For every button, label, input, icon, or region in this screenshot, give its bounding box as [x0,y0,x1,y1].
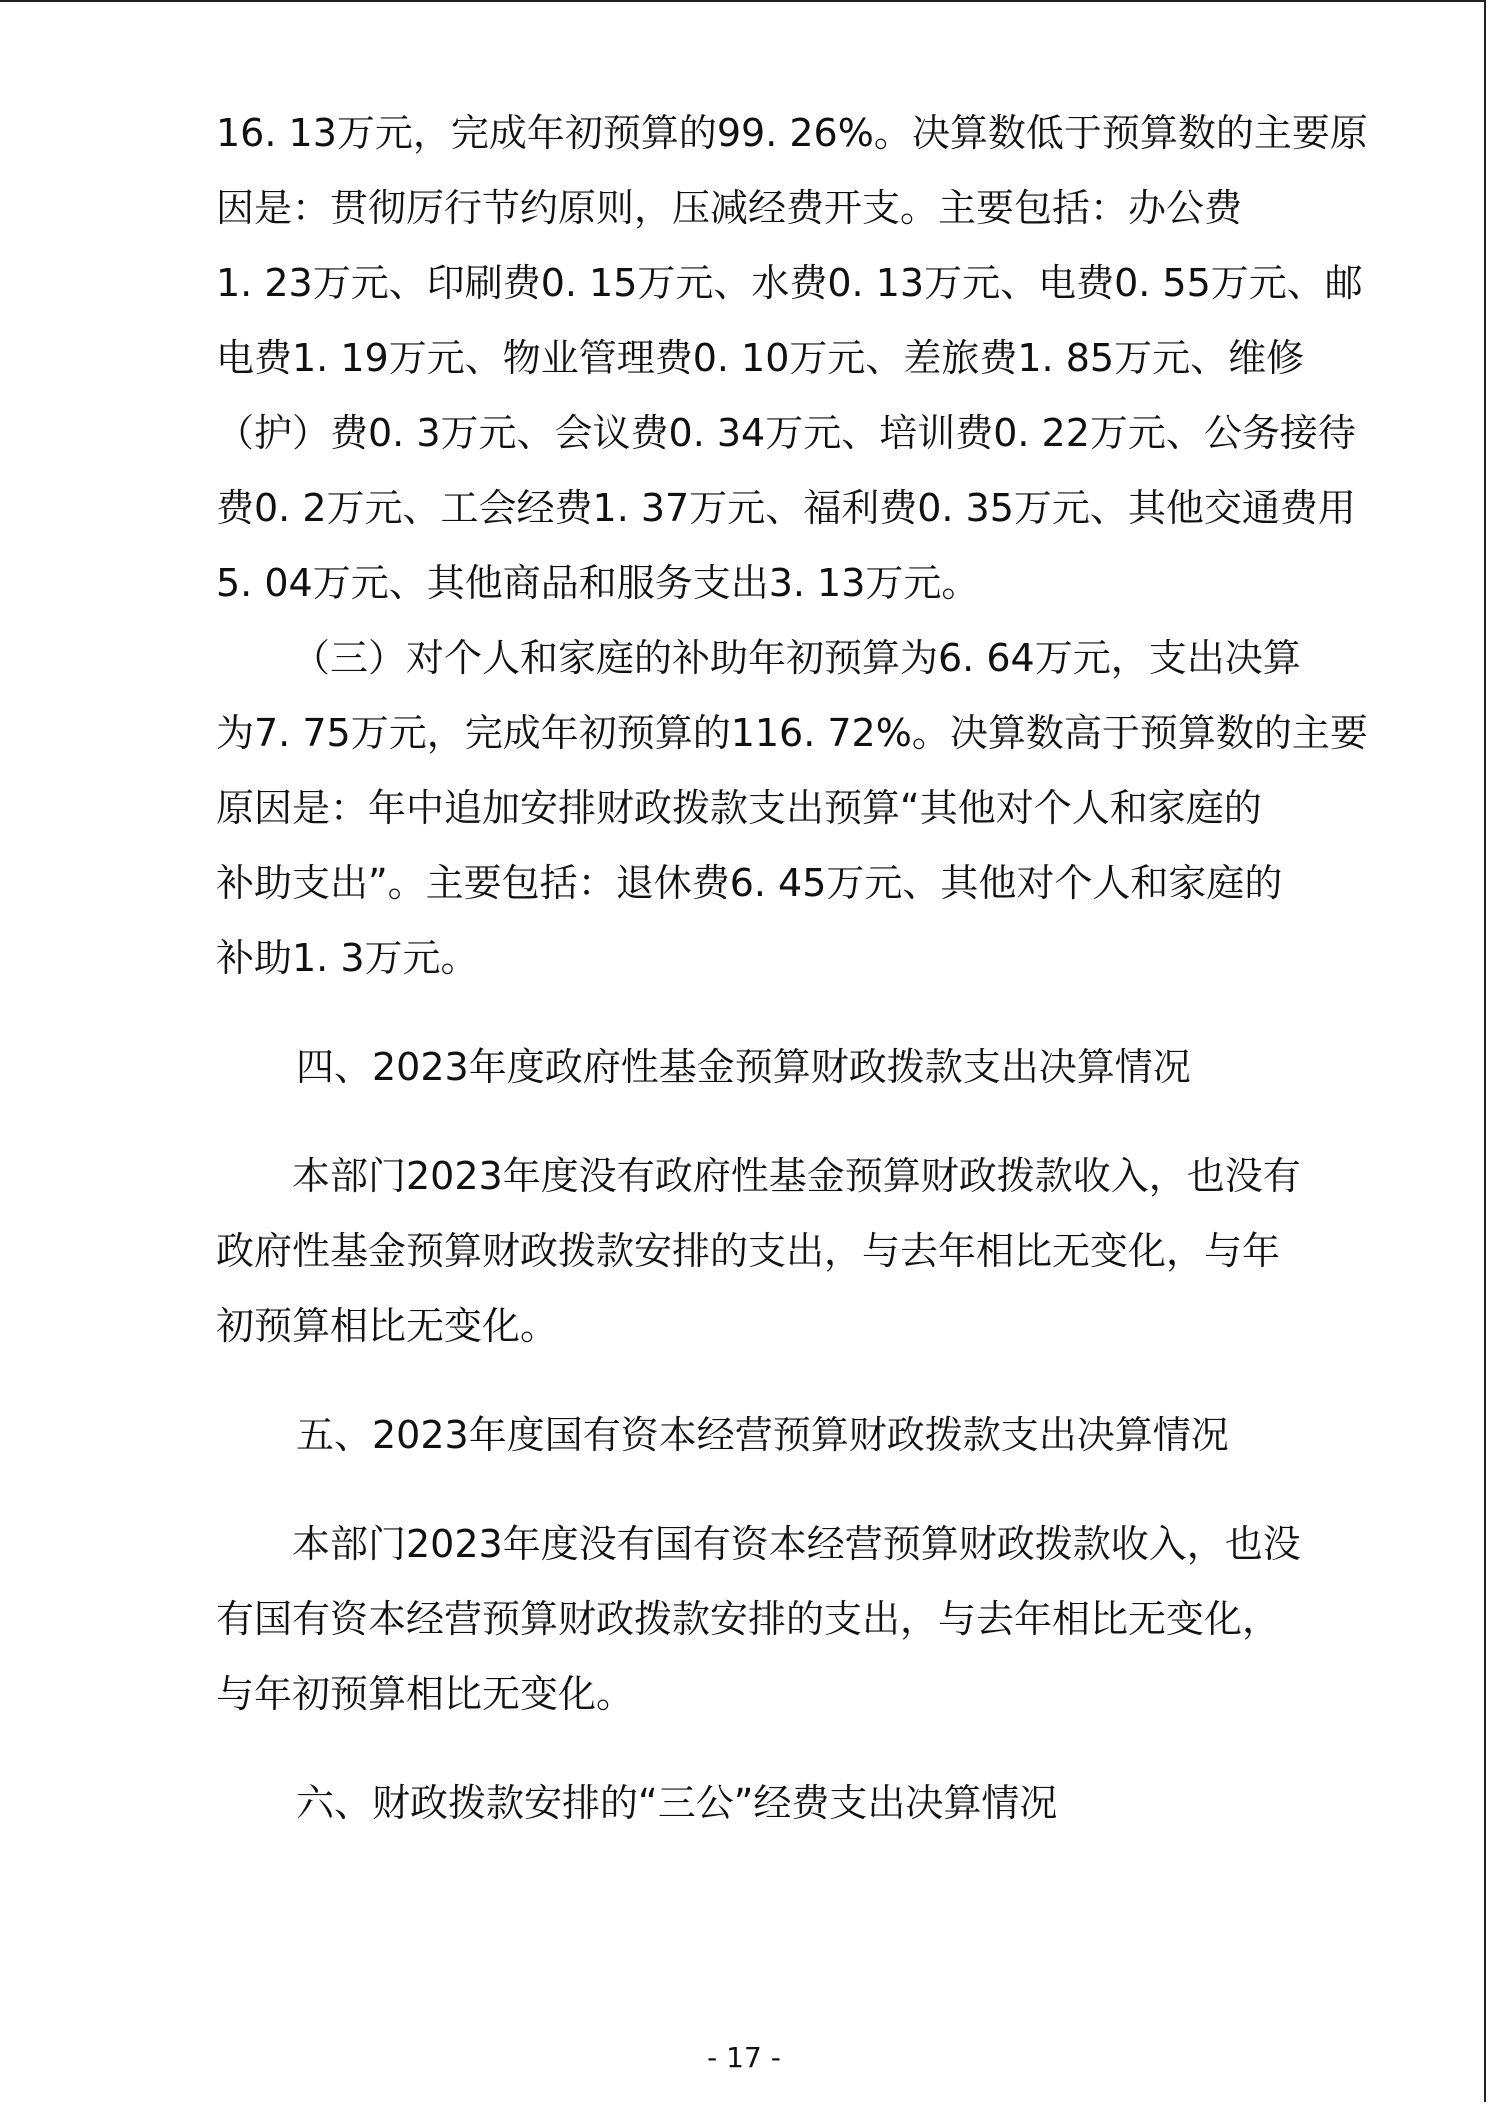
paragraph-state-capital [216,1507,1301,1732]
spacer [216,1732,1292,1766]
spacer [216,1473,1292,1507]
section-heading-4: 四、2023年度政府性基金预算财政拨款支出决算情况 [296,1045,1191,1089]
paragraph-government-fund [216,1139,1301,1364]
section-heading-5: 五、2023年度国有资本经营预算财政拨款支出决算情况 [296,1413,1229,1457]
text-line: 补助1. 3万元。 [216,936,479,980]
page-number: - 17 - [707,2041,781,2074]
text-line: 初预算相比无变化。 [216,1304,559,1348]
section-heading-6: 六、财政拨款安排的“三公”经费支出决算情况 [296,1781,1058,1825]
text-line: 因是：贯彻厉行节约原则，压减经费开支。主要包括：办公费 [216,186,1243,230]
text-line: 本部门2023年度没有国有资本经营预算财政拨款收入，也没 [292,1522,1301,1566]
text-line: 为7. 75万元，完成年初预算的116. 72%。决算数高于预算数的主要 [216,711,1368,755]
spacer [216,1105,1292,1139]
text-line: 1. 23万元、印刷费0. 15万元、水费0. 13万元、电费0. 55万元、邮 [216,261,1363,305]
document-body [216,96,1368,1841]
text-line: 费0. 2万元、工会经费1. 37万元、福利费0. 35万元、其他交通费用 [216,486,1356,530]
spacer [216,996,1292,1030]
text-line: 补助支出”。主要包括：退休费6. 45万元、其他对个人和家庭的 [216,861,1283,905]
text-line: 5. 04万元、其他商品和服务支出3. 13万元。 [216,561,980,605]
text-line: 原因是：年中追加安排财政拨款支出预算“其他对个人和家庭的 [216,786,1262,830]
paragraph-commodity-services [216,96,1368,621]
text-line: 政府性基金预算财政拨款安排的支出，与去年相比无变化，与年 [216,1229,1281,1273]
text-line: （护）费0. 3万元、会议费0. 34万元、培训费0. 22万元、公务接待 [216,411,1356,455]
spacer [216,1364,1292,1398]
text-line: 电费1. 19万元、物业管理费0. 10万元、差旅费1. 85万元、维修 [216,336,1305,380]
text-line: 本部门2023年度没有政府性基金预算财政拨款收入，也没有 [292,1154,1301,1198]
text-line: 16. 13万元，完成年初预算的99. 26%。决算数低于预算数的主要原 [216,111,1368,155]
text-line: （三）对个人和家庭的补助年初预算为6. 64万元，支出决算 [292,636,1301,680]
text-line: 与年初预算相比无变化。 [216,1672,635,1716]
paragraph-household-subsidies [216,621,1368,996]
text-line: 有国有资本经营预算财政拨款安排的支出，与去年相比无变化， [216,1597,1281,1641]
